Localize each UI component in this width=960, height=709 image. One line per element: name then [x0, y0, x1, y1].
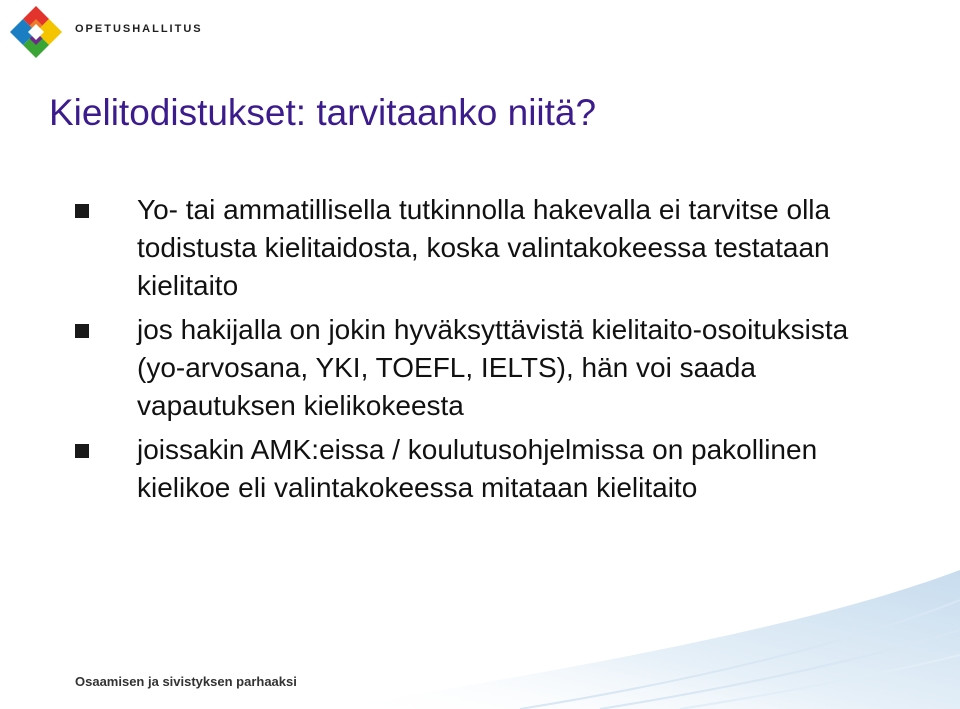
- bullet-text: jos hakijalla on jokin hyväksyttävistä kielitaito-osoituksista (yo-arvosana, YKI, TOEFL, IELTS), hän voi saada vapautuksen kielikokeesta: [137, 314, 849, 421]
- footer-slogan: Osaamisen ja sivistyksen parhaaksi: [75, 674, 297, 689]
- organization-name: OPETUSHALLITUS: [75, 23, 203, 35]
- bullet-item: [0, 311, 902, 425]
- square-bullet-icon: [75, 324, 89, 338]
- square-bullet-icon: [75, 204, 89, 218]
- bullet-item: [0, 431, 902, 507]
- bullet-text: joissakin AMK:eissa / koulutusohjelmissa on pakollinen kielikoe eli valintakokeessa mitataan kielitaito: [137, 434, 818, 503]
- bullet-item: [0, 191, 902, 305]
- bullet-list: [0, 191, 960, 507]
- square-bullet-icon: [75, 444, 89, 458]
- bullet-text: Yo- tai ammatillisella tutkinnolla hakevalla ei tarvitse olla todistusta kielitaidosta, koska valintakokeessa testataan kielitaito: [137, 194, 831, 301]
- slide-title: Kielitodistukset: tarvitaanko niitä?: [49, 92, 597, 133]
- opetushallitus-logo-icon: [8, 4, 64, 60]
